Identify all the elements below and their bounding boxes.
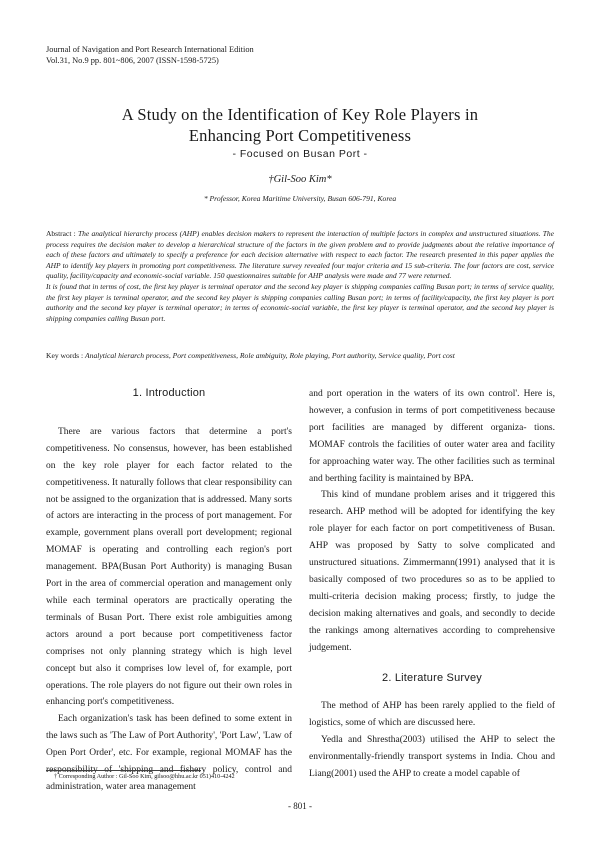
title-line-1: A Study on the Identification of Key Role Players in xyxy=(121,105,479,124)
intro-paragraph-1: There are various factors that determine a port's competitiveness. No consensus, however, has been established on the key role player for each factor related to the competitiveness. It naturally follows that clear responsibility can not be assigned to the organization that is addressed. Many sorts of actors are interacting in the process of port management. For example, government plans overall port development; regional MOMAF is operating and controlling each region's port management. BPA(Busan Port Authority) is managing Busan Port in the area of commercial operation and management only while each terminal operators are practically operating the terminals of Busan Port. There exist role ambiguities among actors around a port because port competitiveness factor comprises not only planning strategy which is high level concept but also it comprises low level of, for example, port operations. The role players do not figure out their own roles in enhancing port's competitiveness. xyxy=(46,426,292,708)
intro-paragraph-2: Each organization's task has been defined to some extent in the laws such as 'The Law of Port Authority', 'Port Law', 'Law of Open Port Order', etc. For example, regional MOMAF has the responsibility of 'shipping and fishery policy, control and administration, water area management xyxy=(46,714,292,792)
author-name: †Gil-Soo Kim* xyxy=(268,174,332,185)
journal-volume: Vol.31, No.9 pp. 801~806, 2007 (ISSN-1598-5725) xyxy=(46,56,219,65)
abstract-text-1: The analytical hierarchy process (AHP) enables decision makers to represent the interaction of multiple factors in complex and unstructured situations. The process requires the decision maker to develop a hierarchical structure of the factors in the given problem and to provide judgments about the relative importance of each of these factors and ultimately to specify a preference for each decision alternative with respect to each factor. The research presented in this paper applies the AHP to identify key players in promoting port competitiveness. The literature survey revealed four major criteria and 15 sub-criteria. The four factors are cost, service quality, facility/capacity and economic-social variable. 150 questionnaires suitable for AHP analysis were made and 77 were returned. xyxy=(46,229,554,281)
paper-subtitle: - Focused on Busan Port - xyxy=(232,148,368,160)
keywords-text: Analytical hierarch process, Port competitiveness, Role ambiguity, Role playing, Port authority, Service quality, Port cost xyxy=(85,351,455,360)
left-column xyxy=(46,385,292,796)
intro-paragraph-3: and port operation in the waters of its own control'. Here is, however, a confusion in terms of port competitiveness because port facilities are managed by different organiza- tions. MOMAF controls the facilities of outer water area and facility for approaching water way. The other facilities such as terminal and berthing facility is maintained by BPA. xyxy=(309,389,555,484)
keywords-label: Key words : xyxy=(46,351,86,360)
literature-paragraph-2: Yedla and Shrestha(2003) utilised the AHP to select the environmentally-friendly transport systems in India. Chou and Liang(2001) used the AHP to create a model capable of xyxy=(309,735,555,780)
paper-title xyxy=(0,104,600,146)
literature-paragraph-1: The method of AHP has been rarely applied to the field of logistics, some of which are discussed here. xyxy=(309,701,555,729)
author-affiliation: * Professor, Korea Maritime University, Busan 606-791, Korea xyxy=(203,194,397,203)
right-column xyxy=(309,386,555,783)
abstract-paragraph-2 xyxy=(46,282,554,324)
section-heading-literature-survey: 2. Literature Survey xyxy=(382,671,482,684)
intro-paragraph-4: This kind of mundane problem arises and it triggered this research. AHP method will be adopted for identifying the key role player for each factor on port competitiveness of Busan. AHP was proposed by Satty to solve complicated and unstructured situations. Zimmermann(1991) analysed that it is basically composed of two procedures so as to be applied to multi-criteria decision making process; firstly, to judge the decision making alternatives and goals, and secondly to decide the rankings among alternatives according to comprehensive judgement. xyxy=(309,490,555,653)
section-heading-introduction: 1. Introduction xyxy=(132,387,206,399)
page-number: - 801 - xyxy=(288,801,312,811)
abstract-label: Abstract : xyxy=(46,229,78,238)
corresponding-author-footnote: † Corresponding Author : Gil-Soo Kim, gilsoo@hhu.ac.kr 051)410-4242 xyxy=(54,773,235,780)
journal-header xyxy=(46,44,254,66)
title-line-2: Enhancing Port Competitiveness xyxy=(188,126,412,145)
abstract-paragraph-1 xyxy=(46,229,554,282)
abstract xyxy=(46,229,554,324)
journal-name: Journal of Navigation and Port Research International Edition xyxy=(46,45,254,54)
keywords xyxy=(46,351,566,360)
abstract-text-2: It is found that in terms of cost, the first key player is terminal operator and the second key player is shipping companies calling Busan port; in terms of service quality, the first key player is terminal operator, and the second key player is shipping companies calling Busan port; in terms of facility/capacity, the first key player is port authority and the second key player is terminal operator; in terms of economic-social variable, the first key player is terminal operator, and the second key player is shipping companies calling Busan port. xyxy=(46,281,554,323)
footnote-divider xyxy=(46,770,201,771)
